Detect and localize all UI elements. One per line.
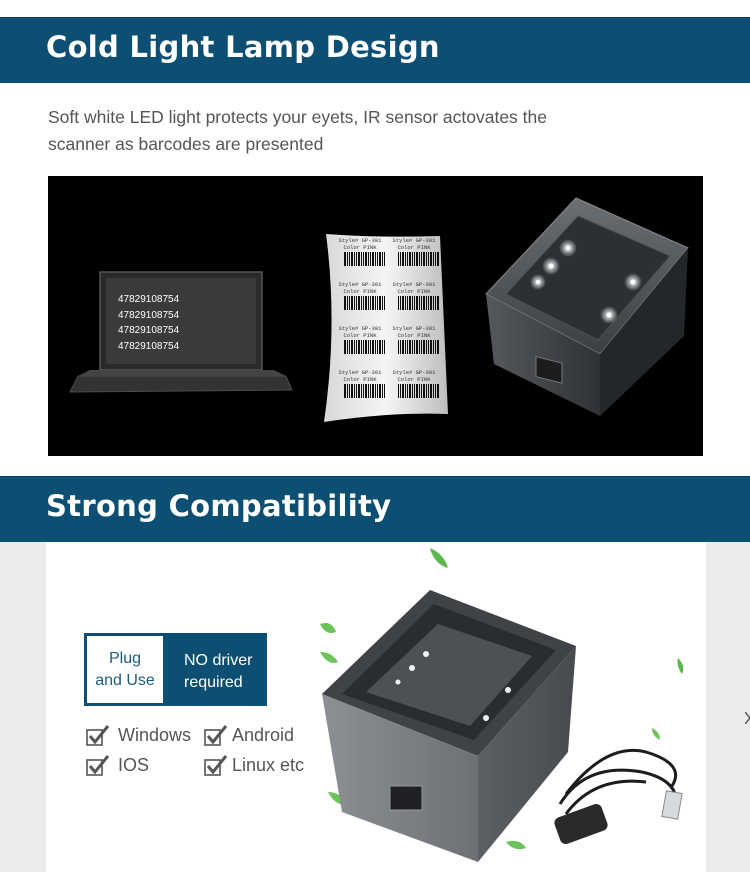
label-style-text: Style# GP-301: [392, 281, 436, 288]
label-color-text: Color PINK: [397, 332, 431, 339]
os-label: Android: [232, 724, 295, 745]
leaf-icon: [678, 658, 684, 674]
os-item-ios: [86, 754, 149, 776]
checkmark-icon: [204, 754, 228, 776]
label-color-text: Color PINK: [343, 376, 377, 383]
badge-right-panel: [184, 650, 252, 694]
compatibility-panel: [46, 542, 706, 872]
label-style-text: Style# GP-301: [392, 325, 436, 332]
section-header-compatibility: [0, 476, 750, 542]
screen-code-3: 47829108754: [118, 325, 180, 336]
badge-left-line-1: Plug: [108, 650, 142, 667]
label-style-text: Style# GP-301: [392, 369, 436, 376]
barcode-label-sheet: [324, 234, 448, 422]
os-label: IOS: [118, 754, 150, 775]
label-color-text: Color PINK: [397, 244, 431, 251]
usb-serial-cable: [560, 750, 676, 814]
label-color-text: Color PINK: [343, 244, 377, 251]
checkmark-icon: [86, 724, 110, 746]
leaf-icon: [506, 841, 526, 849]
laptop: [70, 272, 292, 392]
leaf-icon: [652, 728, 660, 740]
leaf-icon: [430, 548, 448, 568]
intro-line-2: scanner as barcodes are presented: [48, 134, 324, 154]
screen-code-1: 47829108754: [118, 294, 180, 305]
label-style-text: Style# GP-301: [338, 369, 382, 376]
intro-text: [48, 104, 668, 158]
rj-connector: [662, 791, 682, 819]
badge-left-line-2: and Use: [95, 672, 155, 689]
screen-code-4: 47829108754: [118, 340, 180, 352]
leaf-icon: [320, 652, 338, 663]
os-label: Linux etc: [232, 754, 305, 775]
os-item-windows: [86, 724, 191, 746]
laptop-screen-text: [118, 292, 179, 354]
os-item-android: [204, 724, 294, 746]
intro-line-1: Soft white LED light protects your eyets, IR sensor actovates the: [48, 107, 547, 127]
os-label: Windows: [118, 724, 192, 745]
label-style-text: Style# GP-301: [338, 237, 382, 244]
checkmark-icon: [204, 724, 228, 746]
section-title: Cold Light Lamp Design: [46, 30, 440, 64]
serial-connector: [553, 802, 610, 845]
edge-arrow-icon: [745, 712, 750, 724]
label-style-text: Style# GP-301: [338, 281, 382, 288]
scanner-device: [322, 590, 576, 862]
label-color-text: Color PINK: [397, 288, 431, 295]
os-item-linux: [204, 754, 304, 776]
compat-illustration: [46, 542, 706, 872]
screen-code-2: 47829108754: [118, 309, 180, 321]
label-style-text: Style# GP-301: [338, 325, 382, 332]
leaf-icon: [320, 623, 336, 633]
label-color-text: Color PINK: [343, 288, 377, 295]
badge-right-line-1: NO driver: [184, 652, 253, 669]
section-header-cold-light: [0, 17, 750, 83]
hero-image: [48, 176, 703, 456]
scanner-device: [486, 198, 688, 416]
checkmark-icon: [86, 754, 110, 776]
label-color-text: Color PINK: [397, 376, 431, 383]
plug-and-use-badge: [84, 633, 267, 706]
section-title: Strong Compatibility: [46, 489, 392, 523]
badge-left-panel: [87, 636, 163, 703]
label-style-text: Style# GP-301: [392, 237, 436, 244]
label-color-text: Color PINK: [343, 332, 377, 339]
badge-right-line-2: required: [184, 674, 243, 691]
